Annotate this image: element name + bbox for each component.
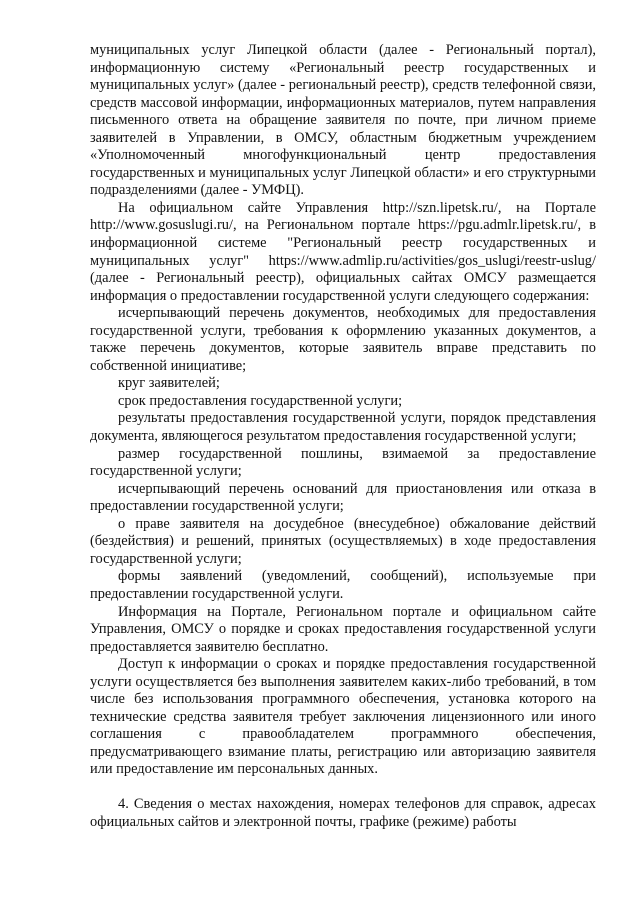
document-page bbox=[90, 42, 596, 831]
list-item-application-forms: формы заявлений (уведомлений, сообщений), используемые при предоставлении государственной услуги. bbox=[90, 568, 596, 602]
list-item-term: срок предоставления государственной услуги; bbox=[118, 392, 403, 409]
list-item-applicants: круг заявителей; bbox=[118, 375, 220, 392]
list-item-documents: исчерпывающий перечень документов, необходимых для предоставления государственной услуги, требования к оформлению указанных документов, а также перечень документов, которые заявитель вправе представить по собственной инициативе; bbox=[90, 305, 596, 374]
paragraph-portal-continuation: муниципальных услуг Липецкой области (далее - Региональный портал), информационную систему «Региональный реестр государственных и муниципальных услуг» (далее - региональный реестр), средств телефонной связи, средств массовой информации, информационных материалов, путем направления письменного ответа на обращение заявителя по почте, при личном приеме заявителей в Управлении, в ОМСУ, областным бюджетным учреждением «Уполномоченный многофункциональный центр предоставления государственных и муниципальных услуг Липецкой области» и его структурными подразделениями (далее - УМФЦ). bbox=[90, 42, 596, 199]
paragraph-free-information: Информация на Портале, Региональном портале и официальном сайте Управления, ОМСУ о порядке и сроках предоставления государственной услуги предоставляется заявителю бесплатно. bbox=[90, 603, 596, 655]
paragraph-access-conditions: Доступ к информации о сроках и порядке предоставления государственной услуги осуществляется без выполнения заявителем каких-либо требований, в том числе без использования программного обеспечения, установка которого на технические средства заявителя требует заключения лицензионного или иного соглашения с правообладателем программного обеспечения, предусматривающего взимание платы, регистрацию или авторизацию заявителя или предоставление им персональных данных. bbox=[90, 656, 596, 778]
list-item-results: результаты предоставления государственной услуги, порядок представления документа, являющегося результатом предоставления государственной услуги; bbox=[90, 410, 596, 445]
list-item-state-duty: размер государственной пошлины, взимаемой за предоставление государственной услуги; bbox=[90, 445, 596, 480]
list-item-appeal-right: о праве заявителя на досудебное (внесудебное) обжалование действий (бездействия) и решений, принятых (осуществляемых) в ходе предоставления государственной услуги; bbox=[90, 515, 596, 567]
section-heading-4: 4. Сведения о местах нахождения, номерах телефонов для справок, адресах официальных сайтов и электронной почты, графике (режиме) работы bbox=[90, 795, 596, 830]
list-item-refusal-grounds: исчерпывающий перечень оснований для приостановления или отказа в предоставлении государственной услуги; bbox=[90, 480, 596, 515]
paragraph-official-sites: На официальном сайте Управления http://szn.lipetsk.ru/, на Портале http://www.gosuslugi.ru/, на Региональном портале https://pgu.admlr.lipetsk.ru/, в информационной системе "Региональный реестр государственных и муниципальных услуг" https://www.admlip.ru/activities/gos_uslugi/reestr-uslug/ (далее - Региональный реестр), официальных сайтах ОМСУ размещается информация о предоставлении государственной услуги следующего содержания: bbox=[90, 199, 596, 304]
